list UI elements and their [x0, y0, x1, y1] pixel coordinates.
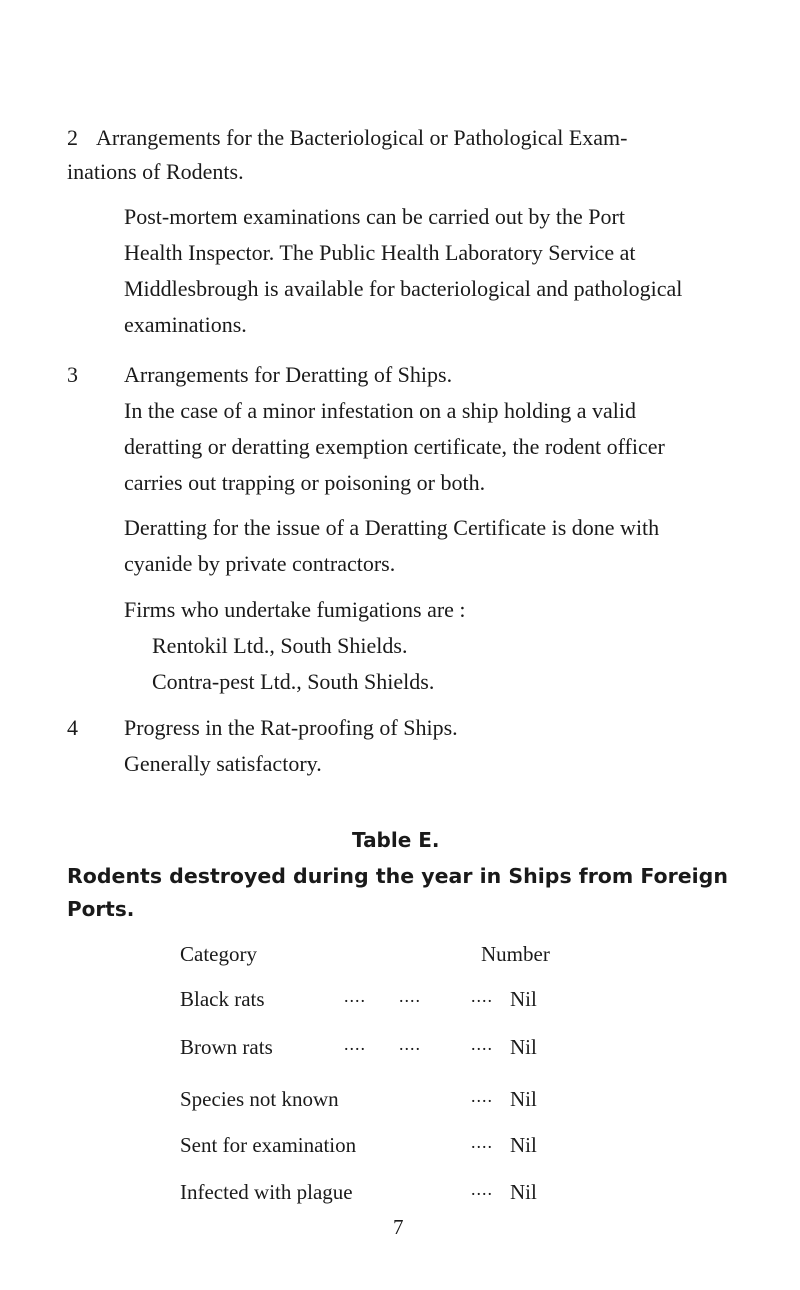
table-caption-line1: Rodents destroyed during the year in Ships from Foreign [67, 864, 728, 888]
row-value: Nil [510, 1087, 537, 1111]
section-2-heading-line2: inations of Rodents. [67, 159, 244, 184]
section-2-para-line1: Post-mortem examinations can be carried out by the Port [124, 204, 625, 229]
section-3-number: 3 [67, 362, 78, 387]
row-leader-dots: .... .... [344, 986, 421, 1006]
row-value: Nil [510, 987, 537, 1011]
section-2-para-line4: examinations. [124, 312, 247, 337]
row-leader-dots: .... [471, 1179, 493, 1199]
section-2-para-line2: Health Inspector. The Public Health Laboratory Service at [124, 240, 636, 265]
section-3-para2-line1: Deratting for the issue of a Deratting Certificate is done with [124, 515, 660, 540]
section-4-heading: Progress in the Rat-proofing of Ships. [124, 715, 458, 740]
firms-intro: Firms who undertake fumigations are : [124, 597, 466, 622]
row-value: Nil [510, 1035, 537, 1059]
row-category: Brown rats [180, 1035, 273, 1059]
row-category: Sent for examination [180, 1133, 357, 1157]
section-2-para-line3: Middlesbrough is available for bacteriological and pathological [124, 276, 683, 301]
row-value: Nil [510, 1133, 537, 1157]
section-3-para1-line1: In the case of a minor infestation on a ship holding a valid [124, 398, 636, 423]
row-leader-dots: .... [471, 1132, 493, 1152]
row-leader-dots: .... [471, 986, 493, 1006]
section-3-para1-line2: deratting or deratting exemption certificate, the rodent officer [124, 434, 665, 459]
row-category: Species not known [180, 1087, 339, 1111]
section-3-heading: Arrangements for Deratting of Ships. [124, 362, 453, 387]
section-3-para2-line2: cyanide by private contractors. [124, 551, 396, 576]
row-leader-dots: .... [471, 1086, 493, 1106]
firm-contra-pest: Contra-pest Ltd., South Shields. [152, 669, 435, 694]
column-header-number: Number [481, 942, 550, 966]
table-caption-line2: Ports. [67, 897, 135, 921]
column-header-category: Category [180, 942, 257, 966]
section-4-number: 4 [67, 715, 78, 740]
row-leader-dots: .... .... [344, 1034, 421, 1054]
row-category: Black rats [180, 987, 265, 1011]
table-title: Table E. [352, 828, 440, 852]
section-2-heading-line1: Arrangements for the Bacteriological or Pathological Exam- [96, 125, 628, 150]
row-value: Nil [510, 1180, 537, 1204]
section-3-para1-line3: carries out trapping or poisoning or both. [124, 470, 486, 495]
row-category: Infected with plague [180, 1180, 353, 1204]
section-2-number: 2 [67, 125, 78, 150]
page-number: 7 [393, 1215, 404, 1239]
row-leader-dots: .... [471, 1034, 493, 1054]
firm-rentokil: Rentokil Ltd., South Shields. [152, 633, 408, 658]
section-4-text: Generally satisfactory. [124, 751, 322, 776]
